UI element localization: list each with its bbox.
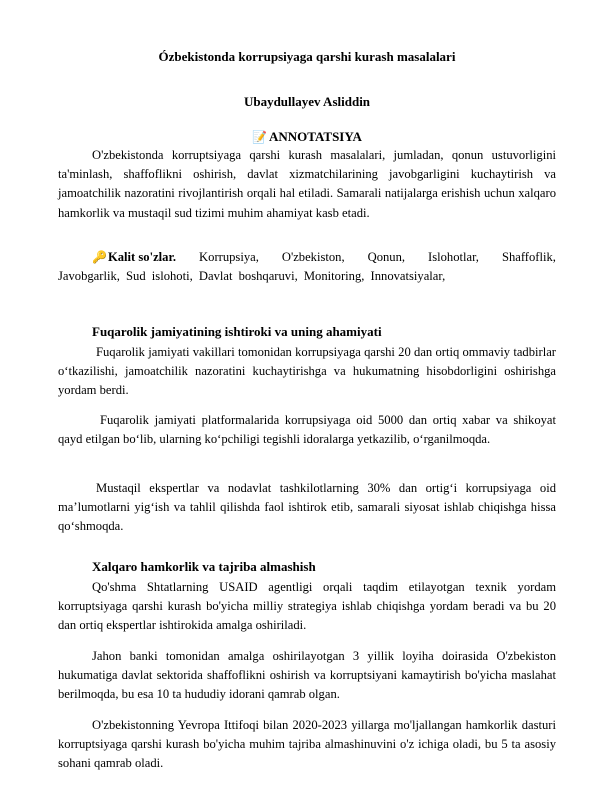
section-heading: Fuqarolik jamiyatining ishtiroki va uning ahamiyati <box>92 324 382 339</box>
keywords-line-2: Javobgarlik, Sud islohoti, Davlat boshqaruvi, Monitoring, Innovatsiyalar, <box>58 269 446 284</box>
keyword-item: Qonun, <box>367 250 406 264</box>
document-title: Ózbekistonda korrupsiyaga qarshi kurash masalalari <box>158 49 456 64</box>
section1-paragraph-1: Fuqarolik jamiyati vakillari tomonidan korrupsiyaga qarshi 20 dan ortiq ommaviy tadbirlar o‘tkazilishi, jamoatchilik nazoratini kuchaytirishga va hukumatning hisobdorligini oshirishga yordam berdi. <box>58 345 556 398</box>
section1-paragraph-2: Fuqarolik jamiyati platformalarida korrupsiyaga oid 5000 dan ortiq xabar va shikoyat qayd etilgan bo‘lib, ularning ko‘pchiligi tegishli idoralarga yetkazilib, o‘rganilmoqda. <box>58 413 556 447</box>
annotation-heading: ANNOTATSIYA <box>269 129 362 144</box>
keyword-item: Islohotlar, <box>428 250 479 264</box>
section2-paragraph-2: Jahon banki tomonidan amalga oshirilayotgan 3 yillik loyiha doirasida O'zbekiston hukumatiga davlat sektorida shaffoflikni oshirish va korruptsiyani kamaytirish bo'yicha maslahat berilmoqda, bu esa 10 ta hududiy idorani qamrab olgan. <box>58 649 556 702</box>
memo-icon: 📝 <box>252 130 267 144</box>
keywords-line-1 <box>58 248 556 267</box>
author-name: Ubaydullayev Asliddin <box>243 94 371 109</box>
key-icon: 🔑 <box>92 250 107 264</box>
annotation-heading-row <box>58 129 556 145</box>
keywords-block <box>58 248 556 286</box>
section-heading: Xalqaro hamkorlik va tajriba almashish <box>92 559 316 574</box>
keywords-label-group <box>92 248 176 267</box>
section2-paragraph-1: Qo'shma Shtatlarning USAID agentligi orqali taqdim etilayotgan texnik yordam korruptsiyaga qarshi kurash bo'yicha milliy strategiya ishlab chiqishga yordam beradi va bu 20 dan ortiq ekspertlar ishtirokida amalga oshiriladi. <box>58 580 556 633</box>
keyword-item: Shaffoflik, <box>501 250 556 264</box>
keywords-label: Kalit so'zlar. <box>107 250 177 264</box>
section1-paragraph-3: Mustaqil ekspertlar va nodavlat tashkilotlarning 30% dan ortig‘i korrupsiyaga oid ma’lumotlarni yig‘ish va tahlil qilishda faol ishtirok etib, samarali siyosat ishlab chiqishga hissa qo‘shmoqda. <box>58 481 556 534</box>
keyword-item: Korrupsiya, <box>199 250 259 264</box>
section2-paragraph-3: O'zbekistonning Yevropa Ittifoqi bilan 2020-2023 yillarga mo'ljallangan hamkorlik dasturi korruptsiyaga qarshi kurash bo'yicha muhim tajriba almashinuvini o'z ichiga oladi, bu 5 ta asosiy sohani qamrab oladi. <box>58 718 556 771</box>
annotation-paragraph: O'zbekistonda korruptsiyaga qarshi kurash masalalari, jumladan, qonun ustuvorligini ta'minlash, shaffoflikni oshirish, davlat xizmatchilarining javobgarligini kuchaytirish va jamoatchilik nazoratini rivojlantirish orqali hal etiladi. Samarali natijalarga erishish uchun xalqaro hamkorlik va mustaqil sud tizimi muhim ahamiyat kasb etadi. <box>58 148 556 220</box>
keyword-item: O'zbekiston, <box>281 250 345 264</box>
